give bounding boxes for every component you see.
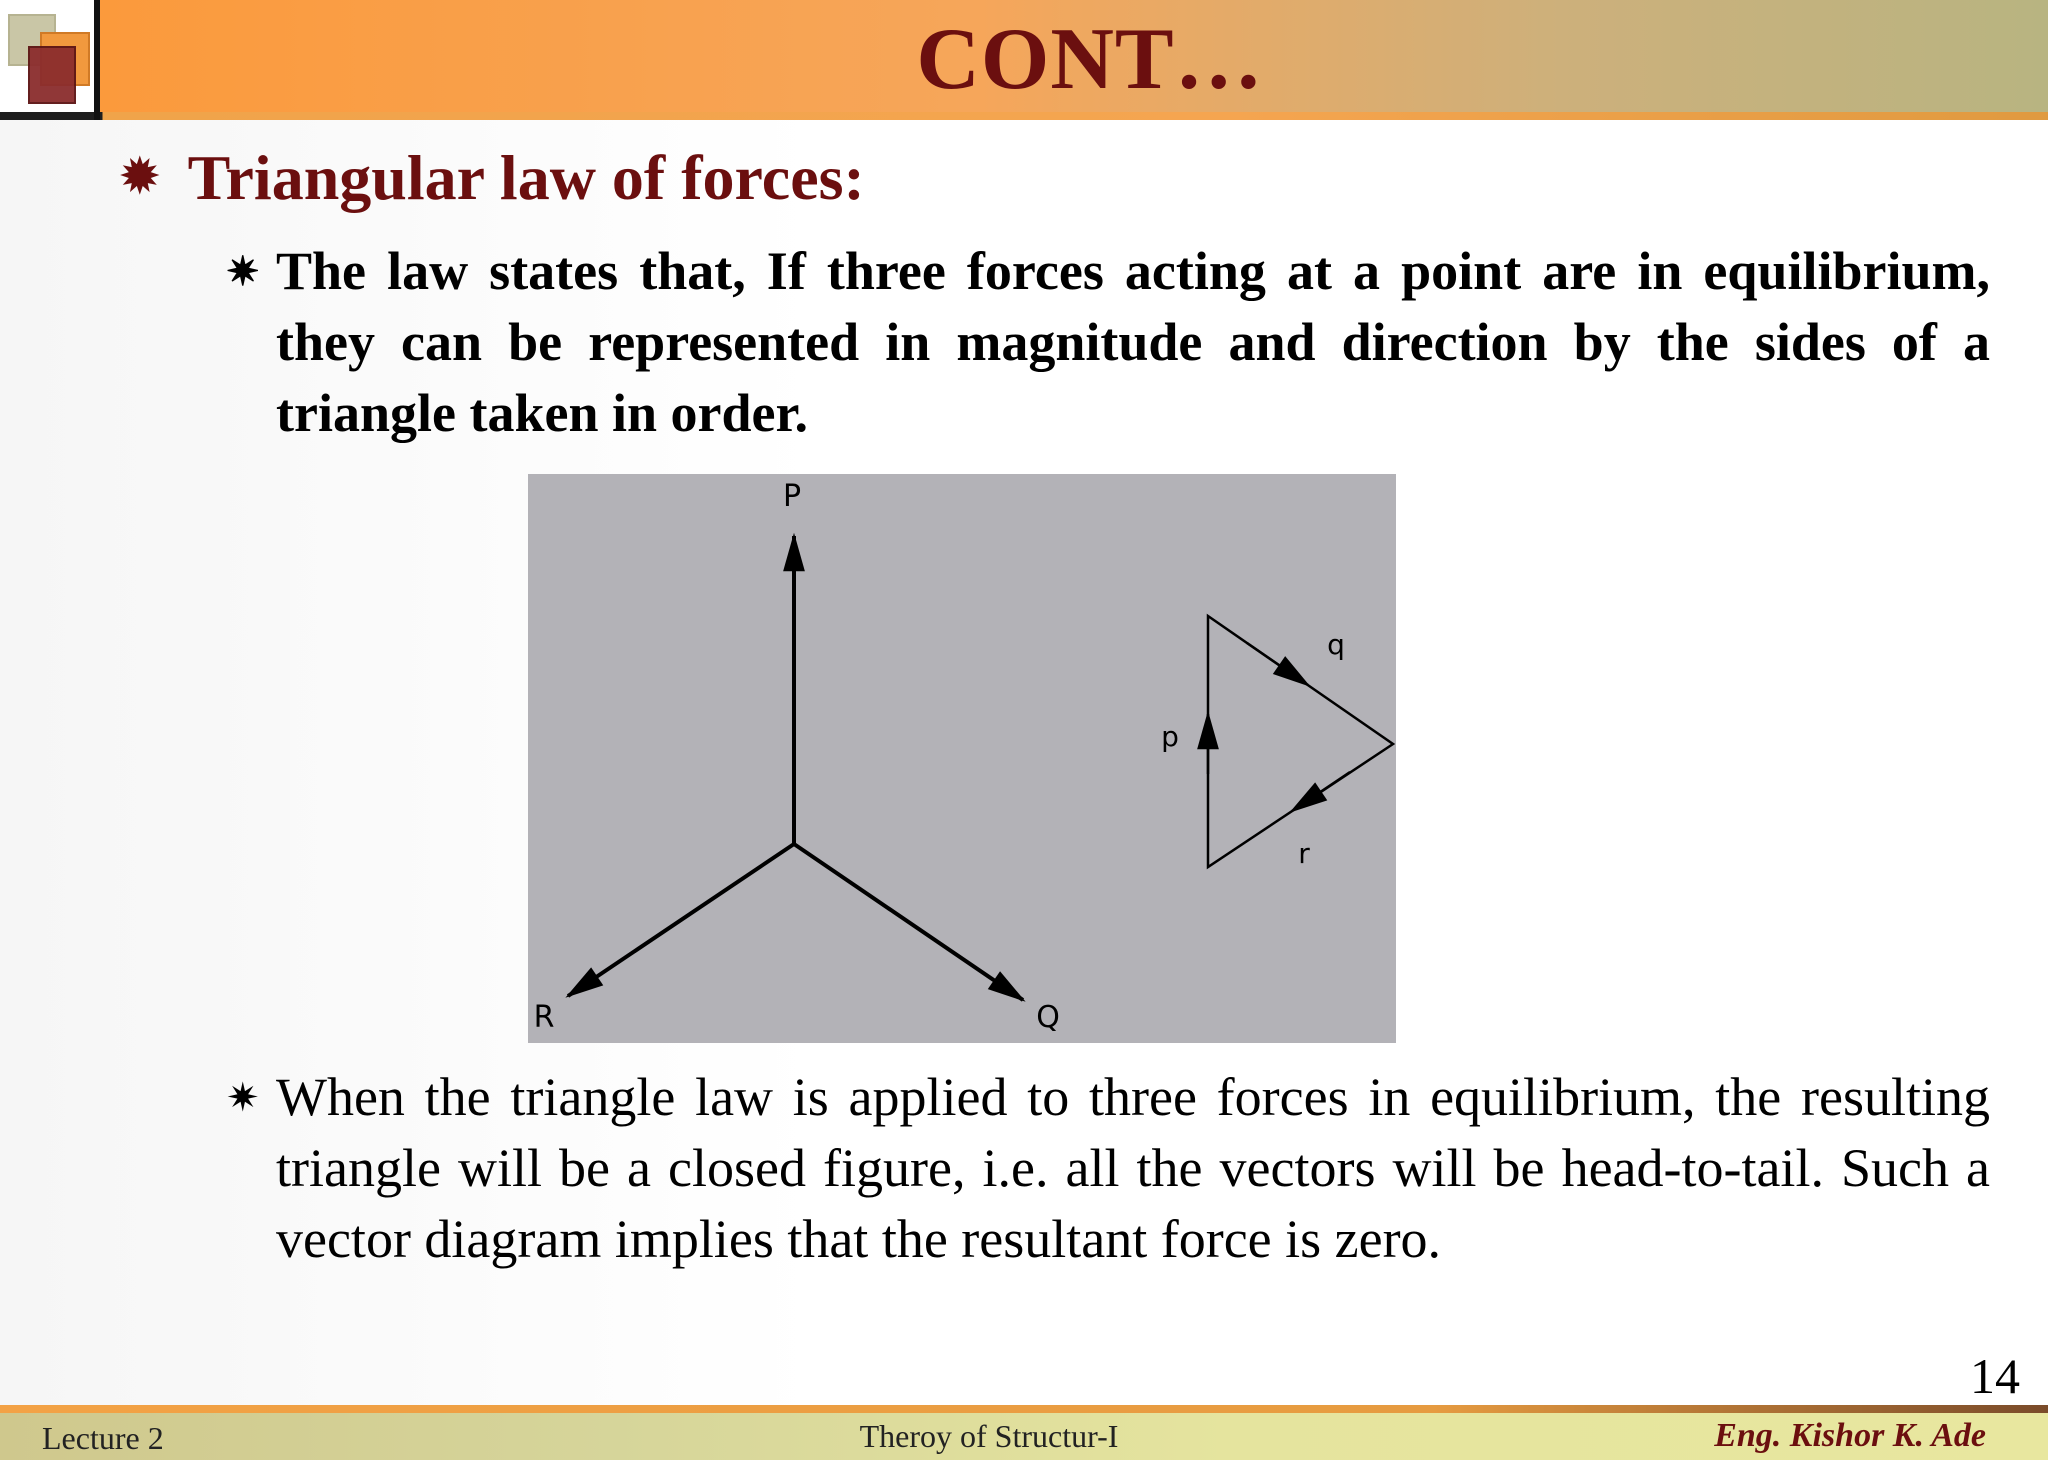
footer-rule bbox=[0, 1405, 2048, 1413]
label-P: P bbox=[782, 479, 802, 514]
slide-title: CONT… bbox=[916, 11, 1264, 108]
force-diagram bbox=[528, 474, 1396, 1043]
page-number: 14 bbox=[1970, 1348, 2020, 1404]
star-bullet-icon: ✷ bbox=[226, 1075, 260, 1120]
footer-course: Theroy of Structur-I bbox=[859, 1418, 1119, 1454]
label-r: r bbox=[1298, 837, 1310, 870]
label-p: p bbox=[1161, 720, 1179, 753]
law-statement bbox=[226, 236, 1990, 449]
label-R: R bbox=[533, 1000, 555, 1035]
burst-bullet-icon: ✹ bbox=[118, 149, 162, 206]
closed-figure-explanation bbox=[226, 1062, 1990, 1275]
law-statement-text: The law states that, If three forces acting at a point are in equilibrium, they can be represented in magnitude and direction by the sides of a triangle taken in order. bbox=[276, 241, 1990, 443]
heading-text: Triangular law of forces: bbox=[187, 142, 865, 213]
footer-lecture: Lecture 2 bbox=[42, 1420, 164, 1456]
closed-figure-text: When the triangle law is applied to three forces in equilibrium, the resulting triangle will be a closed figure, i.e. all the vectors will be head-to-tail. Such a vector diagram implies that the resultant force is zero. bbox=[276, 1067, 1990, 1269]
label-q: q bbox=[1327, 628, 1345, 661]
footer-author: Eng. Kishor K. Ade bbox=[1714, 1417, 1986, 1454]
section-heading bbox=[118, 140, 865, 216]
title-rule bbox=[0, 112, 2048, 120]
star-bullet-icon: ✷ bbox=[226, 249, 260, 294]
label-Q: Q bbox=[1036, 1000, 1060, 1035]
